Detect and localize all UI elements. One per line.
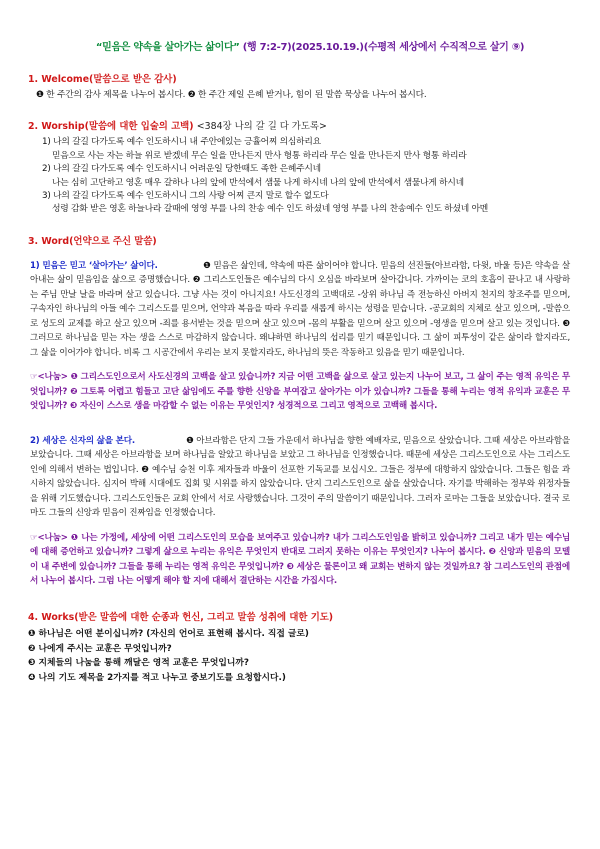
hymn-line-2: 믿음으로 사는 자는 하늘 위로 받겠네 무슨 일을 만나든지 만사 형통 하리라 무슨 일을 만나든지 만사 형통 하리라 bbox=[52, 150, 467, 161]
hymn-line-1: 1) 나의 갈길 다가도록 예수 인도하시니 내 주안에있는 긍휼어찌 의심하리요 bbox=[42, 137, 321, 148]
section1-heading: 1. Welcome(말씀으로 받은 감사) bbox=[28, 74, 177, 85]
works-item-1: ❶ 하나님은 어떤 분이십니까? (자신의 언어로 표현해 봅시다. 직접 글로) bbox=[28, 628, 309, 639]
works-item-3: ❸ 지체들의 나눔을 통해 깨달은 영적 교훈은 무엇입니까? bbox=[28, 658, 249, 669]
point2-body: ❶ 아브라함은 단지 그들 가운데서 하나님을 향한 예배자로, 믿음으로 살았습니다. 그때 세상은 아브라함을 보았습니다. 그때 세상은 아브라함을 보며 하나님을 알았고 하나님을 보았고 그 하나님을 인정했습니다. 때문에 세상은 그리스도인으로 사는 그리스도인에 의해서 변하는 법입니다. ❷ 예수님 승천 이후 제자들과 바울이 선포한 기독교를 보십시오. 그들은 정부에 대항하지 않았습니다. 그들은 힘을 과시하지 않았습니다. 심지어 박해 시대에도 집회 및 시위를 하지 않았습니다. 단지 그리스도인으로 삶을 살았습니다. 자기를 박해하는 정부와 위정자들을 위해 기도했습니다. 그리스도인들은 교회 안에서 서로 사랑했습니다. 그것이 주의 말씀이기 때문입니다. 그러자 로마는 그들을 보았습니다. 결국 로마도 그들의 신앙과 믿음이 진짜임을 인정했습니다. bbox=[30, 435, 570, 519]
hymn-line-6: 성령 감화 받은 영혼 하늘나라 갈때에 영영 부를 나의 찬송 예수 인도 하셨네 영영 부를 나의 찬송예수 인도 하셨네 아멘 bbox=[52, 204, 489, 215]
works-item-4: ❹ 나의 기도 제목을 2가지를 적고 나누고 중보기도를 요청합시다.) bbox=[28, 673, 286, 684]
section4-heading: 4. Works(받은 말씀에 대한 순종과 헌신, 그리고 말씀 성취에 대한 기도) bbox=[28, 611, 334, 623]
page-title bbox=[42, 38, 578, 53]
hymn-title: <384장 나의 갈 길 다 가도록> bbox=[196, 121, 327, 133]
section2-heading bbox=[28, 118, 578, 132]
point2-title: 2) 세상은 신자의 삶을 본다. bbox=[30, 435, 135, 446]
hymn-line-3: 2) 나의 갈길 다가도록 예수 인도하시니 어려운일 당한때도 족한 은혜주시네 bbox=[42, 164, 321, 175]
hymn-line-5: 3) 나의 갈길 다가도록 예수 인도하시니 그의 사랑 어찌 큰지 말로 할수 없도다 bbox=[42, 191, 329, 202]
point1-paragraph bbox=[30, 259, 570, 361]
section3-heading: 3. Word(언약으로 주신 말씀) bbox=[28, 235, 157, 247]
point1-discussion: ☞<나눔> ❶ 그리스도인으로서 사도신경의 고백을 살고 있습니까? 지금 어떤 고백을 삶으로 살고 있는지 나누어 보고, 그 삶이 주는 영적 유익은 무엇입니까? ❷ 그토록 어렵고 힘들고 고단 삶임에도 주를 향한 신앙을 부여잡고 살아가는 이가 있습니까? 그들을 통해 누리는 영적 유익과 교훈은 무엇입니까? ❸ 자신이 스스로 생을 마감할 수 없는 이유는 무엇인지? 성경적으로 그리고 영적으로 고백해 봅시다. bbox=[30, 372, 570, 412]
point2-paragraph bbox=[30, 434, 570, 521]
title-quote: “믿음은 약속을 살아가는 삶이다” bbox=[95, 42, 240, 53]
point1-body: ❶ 믿음은 삶인데, 약속에 따른 삶이어야 합니다. 믿음의 선진들(아브라함, 다윗, 바울 등)은 약속을 살아내는 삶이 믿음임을 삶으로 증명했습니다. ❷ 그리스도인들은 예수님의 다시 오심을 바라보며 살아갑니다. 가까이는 코의 호흡이 끝나고 내 사랑하는 주님 만날 날을 바라며 살고 있습니다. 그냥 사는 것이 아니지요! 사도신경의 고백대로 -상위 하나님 즉 전능하신 아버지 천지의 창조주를 믿으며, 구속자인 하나님의 아들 예수 그리스도를 믿으며, 언약과 복음을 따라 우리를 새롭게 하시는 성령을 믿습니다. -공교회의 지체로 살고 있으며, -말씀으로 성도의 교제를 하고 살고 있으며 -죄를 용서받는 것을 믿으며 살고 있으며 -몸의 부활을 믿으며 살고 있으며 -영생을 믿으며 살고 있는 것입니다. ❸ 그러므로 하나님을 믿는 자는 생을 스스로 마감하지 않습니다. 왜냐하면 하나님의 섭리를 믿기 때문입니다. 그 삶이 피투성이 같은 삶이라 할지라도, 그 삶을 이어가야 합니다. 비록 그 시공간에서 우리는 보지 못할지라도, 하나님의 뜻은 작동하고 있음을 믿기 때문입니다. bbox=[30, 260, 570, 358]
point2-discussion: ☞<나눔> ❶ 나는 가정에, 세상에 어떤 그리스도인의 모습을 보여주고 있습니까? 내가 그리스도인임을 밝히고 있습니까? 그리고 내가 믿는 예수님에 대해 증언하고 있습니까? 그렇게 삶으로 누리는 유익은 무엇인지 반대로 그러지 못하는 이유는 무엇인지? 나누어 봅시다. ❷ 신앙과 믿음의 모델이 내 주변에 있습니까? 그들을 통해 누리는 영적 유익은 무엇입니까? ❸ 세상은 물론이고 왜 교회는 변하지 않는 것일까요? 참 그리스도인의 관점에서 나누어 봅시다. 그럼 나는 어떻게 해야 할 지에 대해서 결단하는 시간을 가집시다. bbox=[30, 532, 570, 587]
works-item-2: ❷ 나에게 주시는 교훈은 무엇입니까? bbox=[28, 643, 172, 654]
title-reference: (행 7:2-7)(2025.10.19.)(수평적 세상에서 수직적으로 살기 ⑨) bbox=[242, 42, 525, 53]
hymn-line-4: 나는 심히 고단하고 영혼 매우 갈하나 나의 앞에 반석에서 샘물 나게 하시네 나의 앞에 반석에서 샘물나게 하시네 bbox=[52, 177, 464, 188]
point1-title: 1) 믿음은 믿고 ‘살아가는’ 삶이다. bbox=[30, 260, 158, 271]
section2-title: 2. Worship(말씀에 대한 입술의 고백) bbox=[28, 121, 194, 133]
section1-line: ❶ 한 주간의 감사 제목을 나누어 봅시다. ❷ 한 주간 제일 은혜 받거나, 힘이 된 말씀 묵상을 나누어 봅시다. bbox=[36, 90, 427, 100]
